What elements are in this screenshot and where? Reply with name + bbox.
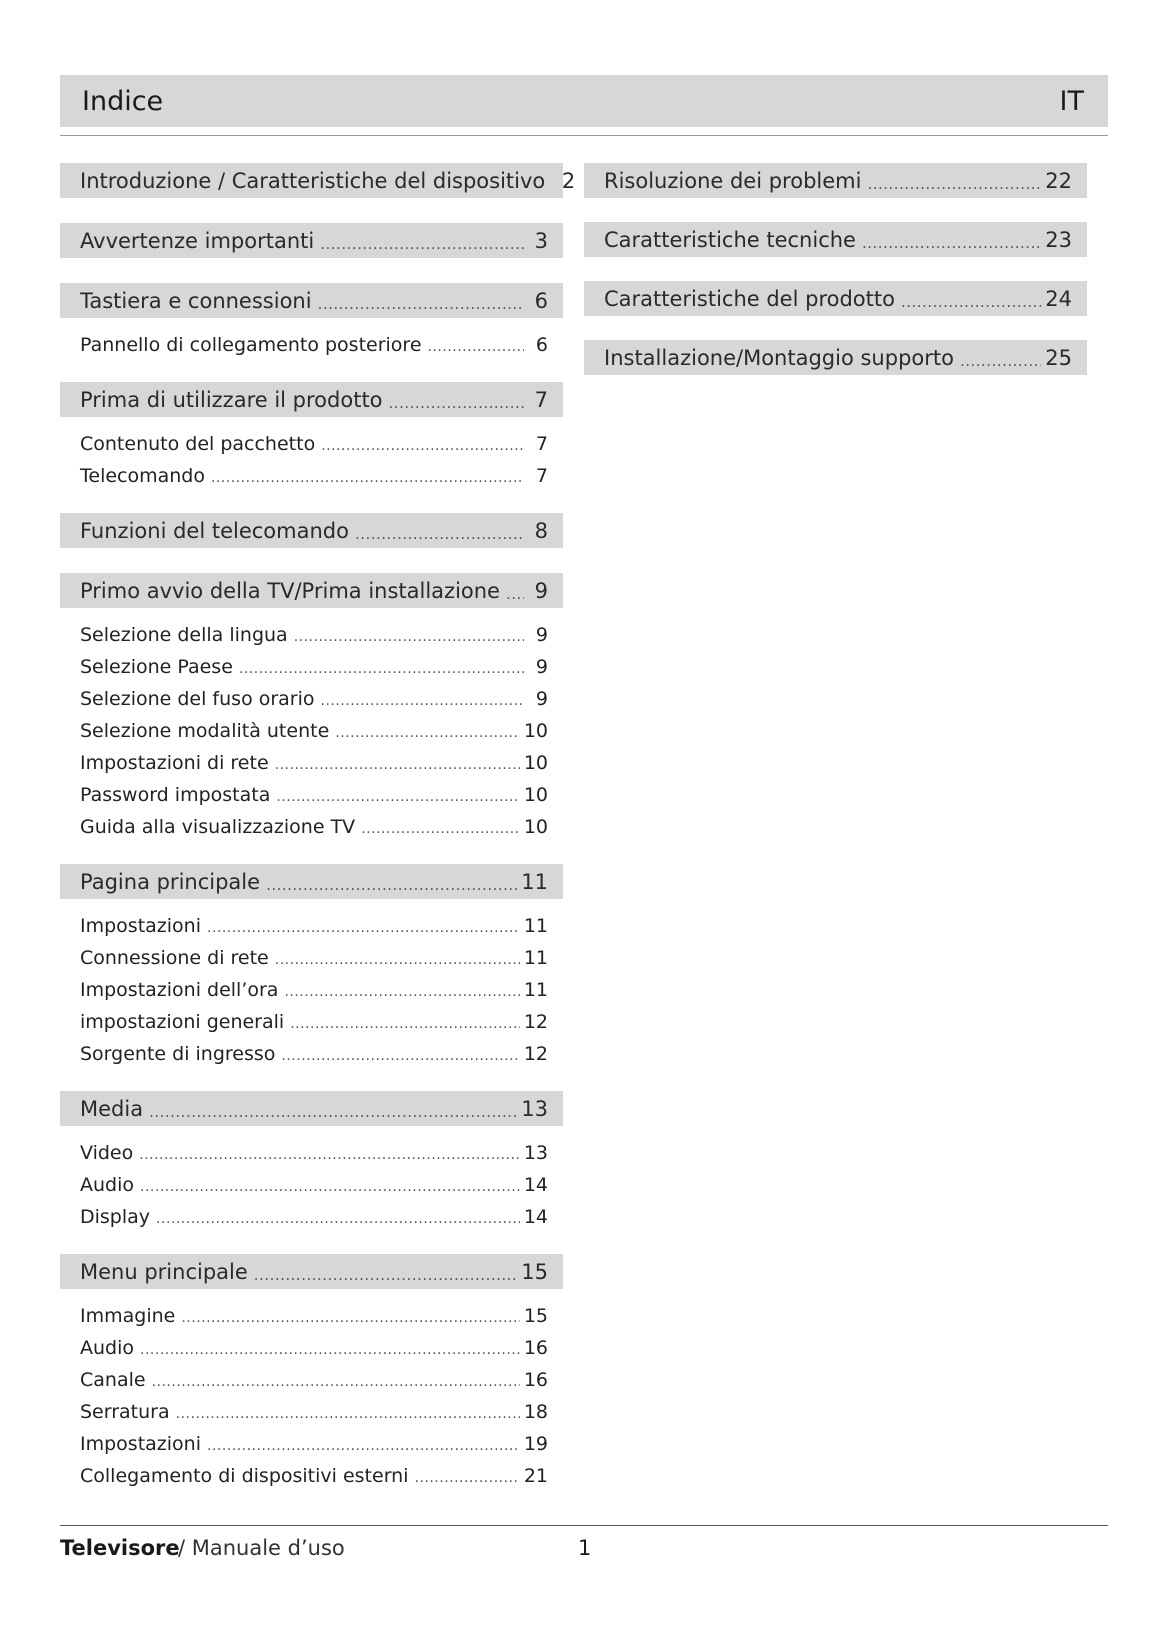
toc-section-entry[interactable] bbox=[60, 1091, 563, 1126]
dot-leader bbox=[320, 235, 524, 253]
footer-divider bbox=[60, 1525, 1108, 1526]
dot-leader bbox=[321, 693, 524, 709]
toc-subsection-entry[interactable] bbox=[60, 1433, 563, 1465]
subsection-title: Connessione di rete bbox=[80, 947, 269, 969]
dot-leader bbox=[275, 952, 520, 968]
toc-subsection-entry[interactable] bbox=[60, 624, 563, 656]
toc-section-entry[interactable] bbox=[60, 513, 563, 548]
section-title: Pagina principale bbox=[80, 869, 261, 894]
dot-leader bbox=[294, 629, 524, 645]
toc-subsection-entry[interactable] bbox=[60, 433, 563, 465]
section-title: Media bbox=[80, 1096, 144, 1121]
dot-leader bbox=[415, 1470, 520, 1486]
index-header bbox=[60, 75, 1108, 127]
toc-subsection-list bbox=[60, 334, 563, 366]
subsection-title: impostazioni generali bbox=[80, 1011, 285, 1033]
section-title: Tastiera e connessioni bbox=[80, 288, 312, 313]
toc-subsection-list bbox=[60, 915, 563, 1075]
subsection-title: Canale bbox=[80, 1369, 146, 1391]
page-ref: 7 bbox=[534, 387, 548, 412]
toc-subsection-entry[interactable] bbox=[60, 688, 563, 720]
dot-leader bbox=[152, 1374, 520, 1390]
page-ref: 11 bbox=[523, 915, 548, 937]
toc-section-entry[interactable] bbox=[584, 222, 1087, 257]
dot-leader bbox=[355, 525, 524, 543]
dot-leader bbox=[239, 661, 524, 677]
page-ref: 13 bbox=[523, 1142, 548, 1164]
toc-section-entry[interactable] bbox=[60, 1254, 563, 1289]
dot-leader bbox=[254, 1266, 517, 1284]
page-ref: 12 bbox=[523, 1011, 548, 1033]
toc-subsection-entry[interactable] bbox=[60, 1142, 563, 1174]
page-ref: 23 bbox=[1045, 227, 1072, 252]
page-title: Indice bbox=[82, 85, 164, 117]
language-code: IT bbox=[1059, 85, 1084, 117]
dot-leader bbox=[275, 757, 520, 773]
dot-leader bbox=[335, 725, 520, 741]
dot-leader bbox=[276, 789, 519, 805]
toc-subsection-entry[interactable] bbox=[60, 784, 563, 816]
toc-subsection-entry[interactable] bbox=[60, 1337, 563, 1369]
subsection-title: Audio bbox=[80, 1337, 135, 1359]
toc-subsection-entry[interactable] bbox=[60, 816, 563, 848]
toc-subsection-list bbox=[60, 624, 563, 848]
page-ref: 15 bbox=[523, 1305, 548, 1327]
toc-subsection-entry[interactable] bbox=[60, 1174, 563, 1206]
subsection-title: Selezione Paese bbox=[80, 656, 233, 678]
dot-leader bbox=[361, 821, 520, 837]
dot-leader bbox=[321, 438, 524, 454]
toc-right-column bbox=[584, 163, 1087, 399]
subsection-title: Pannello di collegamento posteriore bbox=[80, 334, 422, 356]
toc-subsection-entry[interactable] bbox=[60, 1206, 563, 1238]
dot-leader bbox=[176, 1406, 520, 1422]
page-ref: 13 bbox=[521, 1096, 548, 1121]
toc-subsection-entry[interactable] bbox=[60, 947, 563, 979]
section-title: Primo avvio della TV/Prima installazione bbox=[80, 578, 500, 603]
page-ref: 14 bbox=[523, 1174, 548, 1196]
toc-subsection-entry[interactable] bbox=[60, 656, 563, 688]
page-ref: 12 bbox=[523, 1043, 548, 1065]
page-ref: 3 bbox=[534, 228, 548, 253]
subsection-title: Collegamento di dispositivi esterni bbox=[80, 1465, 409, 1487]
subsection-title: Impostazioni bbox=[80, 915, 201, 937]
toc-subsection-entry[interactable] bbox=[60, 915, 563, 947]
page-ref: 6 bbox=[534, 288, 548, 313]
toc-subsection-entry[interactable] bbox=[60, 720, 563, 752]
page-ref: 9 bbox=[534, 578, 548, 603]
page-ref: 16 bbox=[523, 1369, 548, 1391]
dot-leader bbox=[428, 339, 524, 355]
dot-leader bbox=[149, 1103, 517, 1121]
dot-leader bbox=[140, 1179, 520, 1195]
dot-leader bbox=[290, 1016, 520, 1032]
page-ref: 10 bbox=[523, 752, 548, 774]
footer-document-title: / Manuale d’uso bbox=[178, 1536, 345, 1560]
page-ref: 7 bbox=[535, 465, 548, 487]
page-ref: 15 bbox=[521, 1259, 548, 1284]
page-ref: 21 bbox=[523, 1465, 548, 1487]
page-ref: 19 bbox=[523, 1433, 548, 1455]
page-ref: 10 bbox=[523, 816, 548, 838]
dot-leader bbox=[207, 920, 520, 936]
subsection-title: Immagine bbox=[80, 1305, 176, 1327]
toc-subsection-entry[interactable] bbox=[60, 465, 563, 497]
dot-leader bbox=[318, 295, 524, 313]
subsection-title: Password impostata bbox=[80, 784, 271, 806]
dot-leader bbox=[181, 1310, 519, 1326]
dot-leader bbox=[960, 352, 1041, 370]
subsection-title: Impostazioni bbox=[80, 1433, 201, 1455]
subsection-title: Telecomando bbox=[80, 465, 205, 487]
toc-subsection-entry[interactable] bbox=[60, 1305, 563, 1337]
subsection-title: Audio bbox=[80, 1174, 135, 1196]
page-ref: 14 bbox=[523, 1206, 548, 1228]
toc-subsection-entry[interactable] bbox=[60, 1465, 563, 1497]
section-title: Avvertenze importanti bbox=[80, 228, 315, 253]
toc-left-column bbox=[60, 163, 576, 1513]
subsection-title: Video bbox=[80, 1142, 134, 1164]
page-ref: 9 bbox=[535, 624, 548, 646]
page-ref: 18 bbox=[523, 1401, 548, 1423]
toc-section-entry[interactable] bbox=[60, 283, 563, 318]
subsection-title: Selezione del fuso orario bbox=[80, 688, 315, 710]
section-title: Installazione/Montaggio supporto bbox=[604, 345, 954, 370]
toc-section-entry[interactable] bbox=[60, 864, 563, 899]
page-ref: 10 bbox=[523, 720, 548, 742]
dot-leader bbox=[266, 876, 517, 894]
subsection-title: Display bbox=[80, 1206, 151, 1228]
dot-leader bbox=[901, 293, 1041, 311]
subsection-title: Serratura bbox=[80, 1401, 170, 1423]
toc-subsection-entry[interactable] bbox=[60, 1401, 563, 1433]
subsection-title: Impostazioni dell’ora bbox=[80, 979, 279, 1001]
section-title: Prima di utilizzare il prodotto bbox=[80, 387, 383, 412]
toc-subsection-entry[interactable] bbox=[60, 1043, 563, 1075]
dot-leader bbox=[211, 470, 524, 486]
subsection-title: Contenuto del pacchetto bbox=[80, 433, 316, 455]
subsection-title: Selezione modalità utente bbox=[80, 720, 330, 742]
toc-subsection-entry[interactable] bbox=[60, 979, 563, 1011]
page-ref: 22 bbox=[1045, 168, 1072, 193]
page-ref: 10 bbox=[523, 784, 548, 806]
page-ref: 2 bbox=[561, 168, 576, 193]
dot-leader bbox=[867, 175, 1041, 193]
page-ref: 16 bbox=[523, 1337, 548, 1359]
toc-subsection-entry[interactable] bbox=[60, 1011, 563, 1043]
page-ref: 25 bbox=[1045, 345, 1072, 370]
toc-section-entry[interactable] bbox=[584, 340, 1087, 375]
header-divider bbox=[60, 135, 1108, 136]
toc-section-entry[interactable] bbox=[584, 281, 1087, 316]
dot-leader bbox=[281, 1048, 519, 1064]
page-ref: 11 bbox=[521, 869, 548, 894]
toc-section-entry[interactable] bbox=[60, 382, 563, 417]
dot-leader bbox=[140, 1342, 520, 1358]
page-ref: 8 bbox=[534, 518, 548, 543]
toc-subsection-list bbox=[60, 1142, 563, 1238]
section-title: Menu principale bbox=[80, 1259, 248, 1284]
section-title: Risoluzione dei problemi bbox=[604, 168, 862, 193]
page-ref: 11 bbox=[523, 947, 548, 969]
page-footer bbox=[60, 1536, 1108, 1568]
toc-section-entry[interactable] bbox=[60, 573, 563, 608]
subsection-title: Impostazioni di rete bbox=[80, 752, 269, 774]
page-ref: 24 bbox=[1045, 286, 1072, 311]
page-ref: 11 bbox=[523, 979, 548, 1001]
dot-leader bbox=[207, 1438, 520, 1454]
toc-subsection-list bbox=[60, 433, 563, 497]
toc-subsection-list bbox=[60, 1305, 563, 1497]
dot-leader bbox=[156, 1211, 520, 1227]
section-title: Introduzione / Caratteristiche del dispositivo bbox=[80, 168, 546, 193]
toc-section-entry[interactable] bbox=[584, 163, 1087, 198]
dot-leader bbox=[389, 394, 524, 412]
section-title: Caratteristiche tecniche bbox=[604, 227, 856, 252]
dot-leader bbox=[284, 984, 519, 1000]
dot-leader bbox=[862, 234, 1041, 252]
page-ref: 7 bbox=[535, 433, 548, 455]
toc-subsection-entry[interactable] bbox=[60, 752, 563, 784]
page-number: 1 bbox=[578, 1536, 592, 1560]
section-title: Caratteristiche del prodotto bbox=[604, 286, 895, 311]
subsection-title: Guida alla visualizzazione TV bbox=[80, 816, 356, 838]
page-ref: 9 bbox=[535, 656, 548, 678]
page-ref: 9 bbox=[535, 688, 548, 710]
subsection-title: Sorgente di ingresso bbox=[80, 1043, 276, 1065]
toc-subsection-entry[interactable] bbox=[60, 1369, 563, 1401]
page-ref: 6 bbox=[535, 334, 548, 356]
dot-leader bbox=[506, 585, 524, 603]
footer-brand: Televisore bbox=[60, 1536, 180, 1560]
dot-leader bbox=[139, 1147, 520, 1163]
section-title: Funzioni del telecomando bbox=[80, 518, 349, 543]
toc-subsection-entry[interactable] bbox=[60, 334, 563, 366]
subsection-title: Selezione della lingua bbox=[80, 624, 288, 646]
toc-section-entry[interactable] bbox=[60, 223, 563, 258]
toc-section-entry[interactable] bbox=[60, 163, 576, 198]
